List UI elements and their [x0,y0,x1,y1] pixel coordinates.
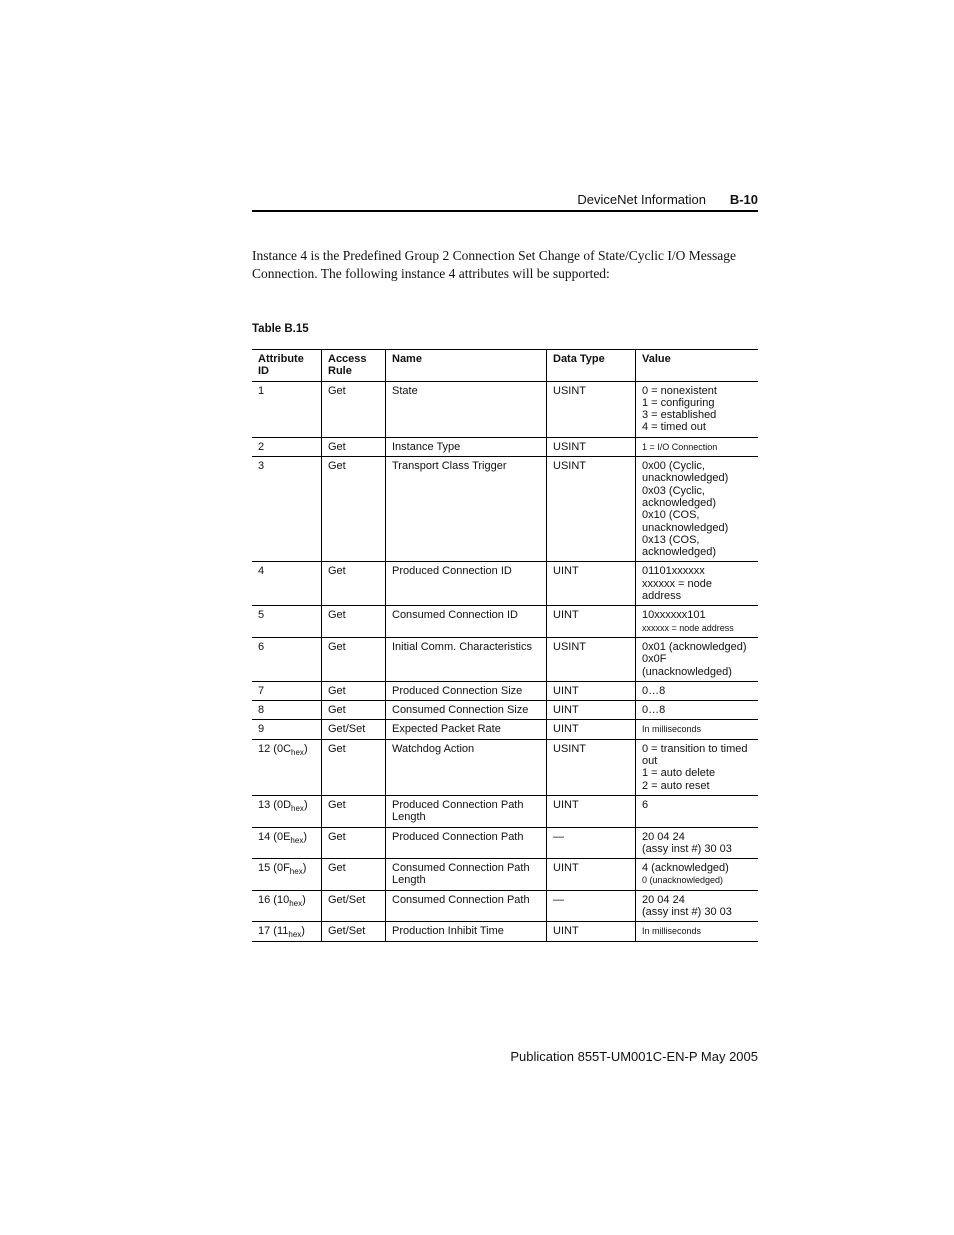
value-line: 6 [642,798,649,811]
cell-attribute-id: 12 $(0C_{hex})$ [252,739,322,795]
value-line: (assy inst #) 30 03 [642,842,732,855]
column-header-value: Value [636,350,759,382]
cell-name: Produced Connection Path Length [386,795,547,827]
table-row [252,701,758,720]
cell-name: Production Inhibit Time [386,922,547,941]
cell-data-type: UINT [547,795,636,827]
cell-attribute-id: 9 [252,720,322,739]
column-header-access-rule: Access Rule [322,350,386,382]
value-line: 0 = transition to timed [642,742,748,755]
cell-data-type: — [547,827,636,859]
running-header [252,190,758,212]
value-line: unacknowledged) [642,472,729,485]
cell-name: Produced Connection ID [386,562,547,606]
cell-value [636,827,759,859]
table-row [252,562,758,606]
cell-attribute-id: 15 $(0F_{hex})$ [252,859,322,891]
value-line: 4 = timed out [642,421,706,434]
cell-attribute-id: 5 [252,606,322,638]
cell-access-rule: Get/Set [322,922,386,941]
cell-value [636,720,759,739]
value-line: 0…8 [642,704,666,717]
cell-access-rule: Get [322,606,386,638]
cell-access-rule: Get [322,701,386,720]
table-header-row [252,350,758,382]
cell-value [636,859,759,891]
page-number: B-10 [729,192,758,207]
value-line: unacknowledged) [642,521,729,534]
value-line: 20 04 24 [642,830,685,843]
cell-data-type: UINT [547,606,636,638]
cell-access-rule: Get [322,739,386,795]
cell-access-rule: Get/Set [322,890,386,922]
value-line: 0…8 [642,684,666,697]
cell-attribute-id: 16 $(10_{hex})$ [252,890,322,922]
cell-data-type: USINT [547,381,636,437]
cell-name: Consumed Connection ID [386,606,547,638]
cell-value [636,681,759,700]
value-line: 0x03 (Cyclic, [642,484,705,497]
value-line: 0x0F (unacknowledged) [642,653,732,678]
table-row [252,681,758,700]
table-row [252,720,758,739]
cell-attribute-id: 13 $(0D_{hex})$ [252,795,322,827]
cell-value [636,437,759,456]
cell-data-type: USINT [547,739,636,795]
value-line: 0x10 (COS, [642,509,700,522]
value-line: 3 = established [642,409,717,422]
table-caption: Table B.15 [252,323,309,335]
cell-name: State [386,381,547,437]
table-row [252,606,758,638]
cell-attribute-id: 1 [252,381,322,437]
cell-access-rule: Get/Set [322,720,386,739]
cell-name: Instance Type [386,437,547,456]
value-line: 0x00 (Cyclic, [642,460,705,473]
value-line: xxxxxx = node address [642,577,713,603]
cell-access-rule: Get [322,795,386,827]
cell-data-type: USINT [547,437,636,456]
table-row [252,457,758,562]
cell-name: Watchdog Action [386,739,547,795]
cell-value [636,562,759,606]
cell-name: Produced Connection Path [386,827,547,859]
cell-access-rule: Get [322,457,386,562]
cell-name: Consumed Connection Path Length [386,859,547,891]
cell-name: Expected Packet Rate [386,720,547,739]
cell-name: Consumed Connection Size [386,701,547,720]
value-line: (assy inst #) 30 03 [642,905,732,918]
cell-value [636,739,759,795]
value-line: 10xxxxxx101 [642,609,706,622]
table-row [252,437,758,456]
table-row [252,637,758,681]
value-line: 1 = I/O Connection [642,441,718,452]
cell-data-type: UINT [547,922,636,941]
cell-value [636,890,759,922]
attributes-table [252,349,758,942]
cell-attribute-id: 2 [252,437,322,456]
table-row [252,795,758,827]
cell-attribute-id: 7 [252,681,322,700]
value-line: xxxxxx = node address [642,622,734,633]
value-line: 20 04 24 [642,893,685,906]
cell-access-rule: Get [322,859,386,891]
cell-data-type: UINT [547,859,636,891]
cell-value [636,381,759,437]
cell-data-type: USINT [547,637,636,681]
cell-access-rule: Get [322,681,386,700]
cell-attribute-id: 3 [252,457,322,562]
value-line: 1 = configuring [642,396,715,409]
table-row [252,827,758,859]
table-row [252,890,758,922]
publication-footer: Publication 855T-UM001C-EN-P May 2005 [510,1049,758,1064]
cell-access-rule: Get [322,381,386,437]
cell-data-type: — [547,890,636,922]
value-line: acknowledged) [642,496,716,509]
cell-access-rule: Get [322,827,386,859]
cell-access-rule: Get [322,637,386,681]
cell-value [636,637,759,681]
value-line: 2 = auto reset [642,779,710,792]
column-header-attribute-id: Attribute ID [252,350,322,382]
value-line: 1 = auto delete [642,767,716,780]
column-header-name: Name [386,350,547,382]
cell-attribute-id: 4 [252,562,322,606]
value-line: 0x13 (COS, [642,533,700,546]
cell-name: Produced Connection Size [386,681,547,700]
cell-value [636,922,759,941]
table-row [252,381,758,437]
cell-data-type: UINT [547,720,636,739]
cell-name: Transport Class Trigger [386,457,547,562]
table-body [252,381,758,941]
value-line: 01101xxxxxx [642,565,705,578]
value-line: In milliseconds [642,724,702,735]
intro-paragraph: Instance 4 is the Predefined Group 2 Connection Set Change of State/Cyclic I/O Message Connection. The following instance 4 attributes will be supported: [252,248,737,281]
table-row [252,739,758,795]
cell-attribute-id: 8 [252,701,322,720]
cell-attribute-id: 17 $(11_{hex})$ [252,922,322,941]
value-line: 0x01 (acknowledged) [642,640,747,653]
cell-value [636,795,759,827]
cell-access-rule: Get [322,562,386,606]
cell-data-type: UINT [547,701,636,720]
value-line: out [642,755,658,768]
value-line: 0 = nonexistent [642,384,717,397]
value-line: 4 (acknowledged) [642,862,729,875]
cell-name: Consumed Connection Path [386,890,547,922]
value-line: acknowledged) [642,546,716,559]
cell-value [636,606,759,638]
cell-data-type: UINT [547,562,636,606]
table-row [252,859,758,891]
value-line: 0 (unacknowledged) [642,875,724,886]
cell-value [636,457,759,562]
cell-attribute-id: 6 [252,637,322,681]
value-line: In milliseconds [642,926,702,937]
column-header-data-type: Data Type [547,350,636,382]
cell-access-rule: Get [322,437,386,456]
section-title: DeviceNet Information [577,192,706,207]
cell-value [636,701,759,720]
cell-data-type: USINT [547,457,636,562]
table-row [252,922,758,941]
cell-name: Initial Comm. Characteristics [386,637,547,681]
cell-attribute-id: 14 $(0E_{hex})$ [252,827,322,859]
cell-data-type: UINT [547,681,636,700]
